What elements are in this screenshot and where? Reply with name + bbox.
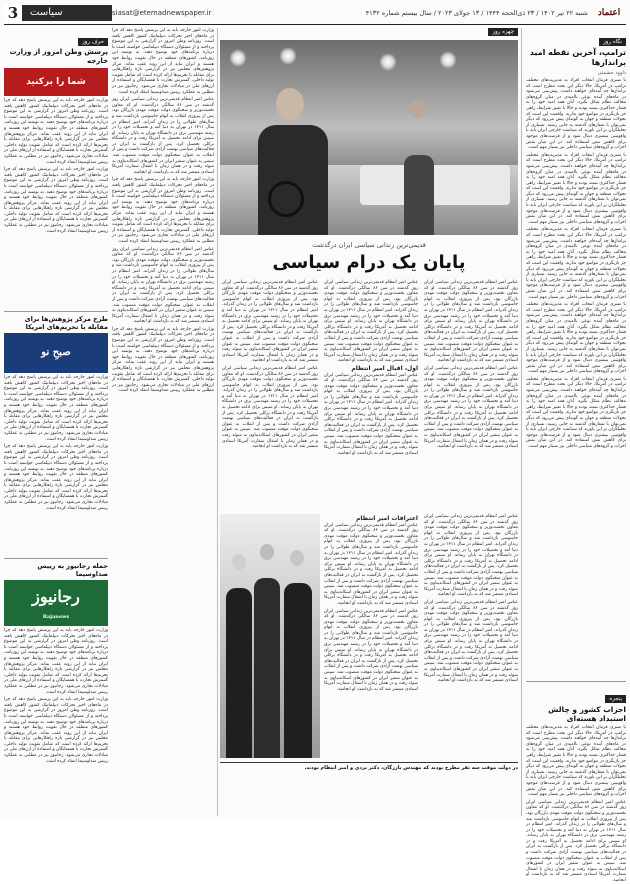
main-photo bbox=[220, 40, 518, 235]
center-subhead-1: اول، اقبال امیر انتظام bbox=[351, 364, 418, 372]
left-headline2[interactable]: طرح مرکز پژوهش‌ها برای مقابله با تحریم‌های امریکا bbox=[24, 315, 108, 331]
right-kicker2: پنجره bbox=[605, 695, 626, 703]
center-headline[interactable]: پایان یک درام سیاسی bbox=[272, 252, 466, 273]
page-number: 3 bbox=[4, 4, 22, 22]
rajanews-ad: رجانیوز Rajanews bbox=[4, 580, 108, 626]
newspaper-logo: اعتماد bbox=[597, 8, 621, 18]
center-column bbox=[220, 28, 518, 816]
historic-photo bbox=[220, 514, 320, 758]
center-subtitle: قدیمی‌ترین زندانی سیاسی ایران درگذشت bbox=[312, 241, 426, 249]
section-email[interactable]: siasat@etemadnewspaper.ir bbox=[112, 9, 212, 17]
center-subhead-2: اعترافات امیر انتظام bbox=[356, 515, 418, 522]
right-body: با تسری فرمان انتخاب افراد به مدیریت‌های مختلف ترامپ در آمریکا، حالا دیگر این بحث مطرح است که برانداز‌ها چه آینده‌ای خواهند داشت. پیش‌بینی می‌شود در ماه‌های آینده نوعی ناامیدی در میان گروه‌های مخالف نظام شکل بگیرد. آنان همه امید خود را به فشار حداکثری بسته بودند و حالا با تغییر شرایط، راهی جز بازنگری در مواضع خود ندارند. واقعیت این است که تحولات منطقه و جهان به گونه‌ای پیش می‌رود که دیگر نمی‌توان با شعارهای گذشته به جایی رسید. بسیاری از تحلیلگران بر این باورند که سیاست خارجی ایران باید با واقع‌بینی بیشتری دنبال شود و از فرصت‌های موجود برای کاهش تنش استفاده کند. در این میان نقش احزاب و گروه‌های سیاسی داخلی نیز بسیار مهم است. با تسری فرمان انتخاب افراد به مدیریت‌های مختلف ترامپ در آمریکا، حالا دیگر این بحث مطرح است که برانداز‌ها چه آینده‌ای خواهند داشت. پیش‌بینی می‌شود در ماه‌های آینده نوعی ناامیدی در میان گروه‌های مخالف نظام شکل بگیرد. آنان همه امید خود را به فشار حداکثری بسته بودند و حالا با تغییر شرایط، راهی جز بازنگری در مواضع خود ندارند. واقعیت این است که تحولات منطقه و جهان به گونه‌ای پیش می‌رود که دیگر نمی‌توان با شعارهای گذشته به جایی رسید. بسیاری از تحلیلگران بر این باورند که سیاست خارجی ایران باید با واقع‌بینی بیشتری دنبال شود و از فرصت‌های موجود برای کاهش تنش استفاده کند. در این میان نقش احزاب و گروه‌های سیاسی داخلی نیز بسیار مهم است. با تسری فرمان انتخاب افراد به مدیریت‌های مختلف ترامپ در آمریکا، حالا دیگر این بحث مطرح است که برانداز‌ها چه آینده‌ای خواهند داشت. پیش‌بینی می‌شود در ماه‌های آینده نوعی ناامیدی در میان گروه‌های مخالف نظام شکل بگیرد. آنان همه امید خود را به فشار حداکثری بسته بودند و حالا با تغییر شرایط، راهی جز بازنگری در مواضع خود ندارند. واقعیت این است که تحولات منطقه و جهان به گونه‌ای پیش می‌رود که دیگر نمی‌توان با شعارهای گذشته به جایی رسید. بسیاری از تحلیلگران بر این باورند که سیاست خارجی ایران باید با واقع‌بینی بیشتری دنبال شود و از فرصت‌های موجود برای کاهش تنش استفاده کند. در این میان نقش احزاب و گروه‌های سیاسی داخلی نیز بسیار مهم است. با تسری فرمان انتخاب افراد به مدیریت‌های مختلف ترامپ در آمریکا، حالا دیگر این بحث مطرح است که برانداز‌ها چه آینده‌ای خواهند داشت. پیش‌بینی می‌شود در ماه‌های آینده نوعی ناامیدی در میان گروه‌های مخالف نظام شکل بگیرد. آنان همه امید خود را به فشار حداکثری بسته بودند و حالا با تغییر شرایط، راهی جز بازنگری در مواضع خود ندارند. واقعیت این است که تحولات منطقه و جهان به گونه‌ای پیش می‌رود که دیگر نمی‌توان با شعارهای گذشته به جایی رسید. بسیاری از تحلیلگران بر این باورند که سیاست خارجی ایران باید با واقع‌بینی بیشتری دنبال شود و از فرصت‌های موجود برای کاهش تنش استفاده کند. در این میان نقش احزاب و گروه‌های سیاسی داخلی نیز بسیار مهم است. با تسری فرمان انتخاب افراد به مدیریت‌های مختلف ترامپ در آمریکا، حالا دیگر این بحث مطرح است که برانداز‌ها چه آینده‌ای خواهند داشت. پیش‌بینی می‌شود در ماه‌های آینده نوعی ناامیدی در میان گروه‌های مخالف نظام شکل بگیرد. آنان همه امید خود را به فشار حداکثری بسته بودند و حالا با تغییر شرایط، راهی جز بازنگری در مواضع خود ندارند. واقعیت این است که تحولات منطقه و جهان به گونه‌ای پیش می‌رود که دیگر نمی‌توان با شعارهای گذشته به جایی رسید. بسیاری از تحلیلگران بر این باورند که سیاست خارجی ایران باید با واقع‌بینی بیشتری دنبال شود و از فرصت‌های موجود برای کاهش تنش استفاده کند. در این میان نقش احزاب و گروه‌های سیاسی داخلی نیز بسیار مهم است. bbox=[526, 78, 626, 449]
center-body-5: اعترافات امیر انتظام عباس امیر انتظام قدیمی‌ترین زندانی سیاسی ایران روز گذشته در سن ۸۶ سالگی درگذشت. او که معاون نخست‌وزیر و سخنگوی دولت موقت مهدی بازرگان بود، پس از پیروزی انقلاب به اتهام جاسوسی بازداشت شد و سال‌های طولانی را در زندان گذراند. امیر انتظام در سال ۱۳۱۱ در تهران به دنیا آمد و تحصیلات خود را در رشته مهندسی برق در دانشگاه تهران به پایان رساند. او سپس برای ادامه تحصیل به آمریکا رفت و در دانشگاه برکلی تحصیل کرد. پس از بازگشت به ایران در فعالیت‌های سیاسی نهضت آزادی شرکت داشت و پس از انقلاب به عنوان سخنگوی دولت موقت منصوب شد. سپس به عنوان سفیر ایران در کشورهای اسکاندیناوی به سوئد رفت و در همان زمان با اشغال سفارت آمریکا اسنادی منتشر شد که به بازداشت او انجامید. عباس امیر انتظام قدیمی‌ترین زندانی سیاسی ایران روز گذشته در سن ۸۶ سالگی درگذشت. او که معاون نخست‌وزیر و سخنگوی دولت موقت مهدی بازرگان بود، پس از پیروزی انقلاب به اتهام جاسوسی بازداشت شد و سال‌های طولانی را در زندان گذراند. امیر انتظام در سال ۱۳۱۱ در تهران به دنیا آمد و تحصیلات خود را در رشته مهندسی برق در دانشگاه تهران به پایان رساند. او سپس برای ادامه تحصیل به آمریکا رفت و در دانشگاه برکلی تحصیل کرد. پس از بازگشت به ایران در فعالیت‌های سیاسی نهضت آزادی شرکت داشت و پس از انقلاب به عنوان سخنگوی دولت موقت منصوب شد. سپس به عنوان سفیر ایران در کشورهای اسکاندیناوی به سوئد رفت و در همان زمان با اشغال سفارت آمریکا اسنادی منتشر شد که به بازداشت او انجامید. bbox=[324, 515, 418, 692]
right-headline2[interactable]: احزاب کشور و چالش استبداد هسته‌ای bbox=[548, 705, 626, 723]
header-rule bbox=[4, 24, 626, 25]
left-kicker: حرف روز bbox=[78, 38, 108, 46]
left-headline3[interactable]: حمله رجانیوز به رییس صداوسیما bbox=[37, 562, 108, 578]
center-body-4: عباس امیر انتظام قدیمی‌ترین زندانی سیاسی ایران روز گذشته در سن ۸۶ سالگی درگذشت. او که معاون نخست‌وزیر و سخنگوی دولت موقت مهدی بازرگان بود، پس از پیروزی انقلاب به اتهام جاسوسی بازداشت شد و سال‌های طولانی را در زندان گذراند. امیر انتظام در سال ۱۳۱۱ در تهران به دنیا آمد و تحصیلات خود را در رشته مهندسی برق در دانشگاه تهران به پایان رساند. او سپس برای ادامه تحصیل به آمریکا رفت و در دانشگاه برکلی تحصیل کرد. پس از بازگشت به ایران در فعالیت‌های سیاسی نهضت آزادی شرکت داشت و پس از انقلاب به عنوان سخنگوی دولت موقت منصوب شد. سپس به عنوان سفیر ایران در کشورهای اسکاندیناوی به سوئد رفت و در همان زمان با اشغال سفارت آمریکا اسنادی منتشر شد که به بازداشت او انجامید. عباس امیر انتظام قدیمی‌ترین زندانی سیاسی ایران روز گذشته در سن ۸۶ سالگی درگذشت. او که معاون نخست‌وزیر و سخنگوی دولت موقت مهدی بازرگان بود، پس از پیروزی انقلاب به اتهام جاسوسی بازداشت شد و سال‌های طولانی را در زندان گذراند. امیر انتظام در سال ۱۳۱۱ در تهران به دنیا آمد و تحصیلات خود را در رشته مهندسی برق در دانشگاه تهران به پایان رساند. او سپس برای ادامه تحصیل به آمریکا رفت و در دانشگاه برکلی تحصیل کرد. پس از بازگشت به ایران در فعالیت‌های سیاسی نهضت آزادی شرکت داشت و پس از انقلاب به عنوان سخنگوی دولت موقت منصوب شد. سپس به عنوان سفیر ایران در کشورهای اسکاندیناوی به سوئد رفت و در همان زمان با اشغال سفارت آمریکا اسنادی منتشر شد که به بازداشت او انجامید. bbox=[424, 514, 518, 684]
center-kicker: چهره روز bbox=[488, 28, 518, 36]
photo-caption: در دولت موقت سه نفر مطرح بودند که مهندس بازرگان، دکتر یزدی و امیر انتظام بودند. bbox=[220, 762, 518, 812]
page-header bbox=[4, 4, 626, 22]
center-body-3: عباس امیر انتظام قدیمی‌ترین زندانی سیاسی ایران روز گذشته در سن ۸۶ سالگی درگذشت. او که معاون نخست‌وزیر و سخنگوی دولت موقت مهدی بازرگان بود، پس از پیروزی انقلاب به اتهام جاسوسی بازداشت شد و سال‌های طولانی را در زندان گذراند. امیر انتظام در سال ۱۳۱۱ در تهران به دنیا آمد و تحصیلات خود را در رشته مهندسی برق در دانشگاه تهران به پایان رساند. او سپس برای ادامه تحصیل به آمریکا رفت و در دانشگاه برکلی تحصیل کرد. پس از بازگشت به ایران در فعالیت‌های سیاسی نهضت آزادی شرکت داشت و پس از انقلاب به عنوان سخنگوی دولت موقت منصوب شد. سپس به عنوان سفیر ایران در کشورهای اسکاندیناوی به سوئد رفت و در همان زمان با اشغال سفارت آمریکا اسنادی منتشر شد که به بازداشت او انجامید. عباس امیر انتظام قدیمی‌ترین زندانی سیاسی ایران روز گذشته در سن ۸۶ سالگی درگذشت. او که معاون نخست‌وزیر و سخنگوی دولت موقت مهدی بازرگان بود، پس از پیروزی انقلاب به اتهام جاسوسی بازداشت شد و سال‌های طولانی را در زندان گذراند. امیر انتظام در سال ۱۳۱۱ در تهران به دنیا آمد و تحصیلات خود را در رشته مهندسی برق در دانشگاه تهران به پایان رساند. او سپس برای ادامه تحصیل به آمریکا رفت و در دانشگاه برکلی تحصیل کرد. پس از بازگشت به ایران در فعالیت‌های سیاسی نهضت آزادی شرکت داشت و پس از انقلاب به عنوان سخنگوی دولت موقت منصوب شد. سپس به عنوان سفیر ایران در کشورهای اسکاندیناوی به سوئد رفت و در همان زمان با اشغال سفارت آمریکا اسنادی منتشر شد که به بازداشت او انجامید. bbox=[222, 280, 319, 450]
left-column: حرف روز پرسش وطن امروز از وزارت خارجه شما را برکنید وزارت امور خارجه باید به این پرسش پاسخ دهد که چرا در ماه‌های اخیر تحرکات دیپلماتیک کشور کاهش یافته است. روزنامه وطن امروز در گزارشی به این موضوع پرداخته و از مسئولان دستگاه دیپلماسی خواسته است تا درباره برنامه‌های خود توضیح دهند. به نوشته این روزنامه، کشورهای منطقه در حال تقویت روابط خود هستند و ایران نباید از این روند عقب بماند. مرکز پژوهش‌های مجلس نیز در گزارشی تازه راهکارهایی برای مقابله با تحریم‌ها ارائه کرده است که شامل تقویت تولید داخلی، گسترش تجارت با همسایگان و استفاده از ارزهای ملی در مبادلات تجاری می‌شود. رجانیوز نیز در مطلبی به عملکرد رییس صداوسیما انتقاد کرده است. وزارت امور خارجه باید به این پرسش پاسخ دهد که چرا در ماه‌های اخیر تحرکات دیپلماتیک کشور کاهش یافته است. روزنامه وطن امروز در گزارشی به این موضوع پرداخته و از مسئولان دستگاه دیپلماسی خواسته است تا درباره برنامه‌های خود توضیح دهند. به نوشته این روزنامه، کشورهای منطقه در حال تقویت روابط خود هستند و ایران نباید از این روند عقب بماند. مرکز پژوهش‌های مجلس نیز در گزارشی تازه راهکارهایی برای مقابله با تحریم‌ها ارائه کرده است که شامل تقویت تولید داخلی، گسترش تجارت با همسایگان و استفاده از ارزهای ملی در مبادلات تجاری می‌شود. رجانیوز نیز در مطلبی به عملکرد رییس صداوسیما انتقاد کرده است. طرح مرکز پژوهش‌ها برای مقابله با تحریم‌های امریکا صبحِ نو وزارت امور خارجه باید به این پرسش پاسخ دهد که چرا در ماه‌های اخیر تحرکات دیپلماتیک کشور کاهش یافته است. روزنامه وطن امروز در گزارشی به این موضوع پرداخته و از مسئولان دستگاه دیپلماسی خواسته است تا درباره برنامه‌های خود توضیح دهند. به نوشته این روزنامه، کشورهای منطقه در حال تقویت روابط خود هستند و ایران نباید از این روند عقب بماند. مرکز پژوهش‌های مجلس نیز در گزارشی تازه راهکارهایی برای مقابله با تحریم‌ها ارائه کرده است که شامل تقویت تولید داخلی، گسترش تجارت با همسایگان و استفاده از ارزهای ملی در مبادلات تجاری می‌شود. رجانیوز نیز در مطلبی به عملکرد رییس صداوسیما انتقاد کرده است. وزارت امور خارجه باید به این پرسش پاسخ دهد که چرا در ماه‌های اخیر تحرکات دیپلماتیک کشور کاهش یافته است. روزنامه وطن امروز در گزارشی به این موضوع پرداخته و از مسئولان دستگاه دیپلماسی خواسته است تا درباره برنامه‌های خود توضیح دهند. به نوشته این روزنامه، کشورهای منطقه در حال تقویت روابط خود هستند و ایران نباید از این روند عقب بماند. مرکز پژوهش‌های مجلس نیز در گزارشی تازه راهکارهایی برای مقابله با تحریم‌ها ارائه کرده است که شامل تقویت تولید داخلی، گسترش تجارت با همسایگان و استفاده از ارزهای ملی در مبادلات تجاری می‌شود. رجانیوز نیز در مطلبی به عملکرد رییس صداوسیما انتقاد کرده است. حمله رجانیوز به رییس صداوسیما رجانیوز Rajanews وزارت امور خارجه باید به این پرسش پاسخ دهد که چرا در ماه‌های اخیر تحرکات دیپلماتیک کشور کاهش یافته است. روزنامه وطن امروز در گزارشی به این موضوع پرداخته و از مسئولان دستگاه دیپلماسی خواسته است تا درباره برنامه‌های خود توضیح دهند. به نوشته این روزنامه، کشورهای منطقه در حال تقویت روابط خود هستند و ایران نباید از این روند عقب بماند. مرکز پژوهش‌های مجلس نیز در گزارشی تازه راهکارهایی برای مقابله با تحریم‌ها ارائه کرده است که شامل تقویت تولید داخلی، گسترش تجارت با همسایگان و استفاده از ارزهای ملی در مبادلات تجاری می‌شود. رجانیوز نیز در مطلبی به عملکرد رییس صداوسیما انتقاد کرده است. وزارت امور خارجه باید به این پرسش پاسخ دهد که چرا در ماه‌های اخیر تحرکات دیپلماتیک کشور کاهش یافته است. روزنامه وطن امروز در گزارشی به این موضوع پرداخته و از مسئولان دستگاه دیپلماسی خواسته است تا درباره برنامه‌های خود توضیح دهند. به نوشته این روزنامه، کشورهای منطقه در حال تقویت روابط خود هستند و ایران نباید از این روند عقب بماند. مرکز پژوهش‌های مجلس نیز در گزارشی تازه راهکارهایی برای مقابله با تحریم‌ها ارائه کرده است که شامل تقویت تولید داخلی، گسترش تجارت با همسایگان و استفاده از ارزهای ملی در مبادلات تجاری می‌شود. رجانیوز نیز در مطلبی به عملکرد رییس صداوسیما انتقاد کرده است. bbox=[4, 39, 108, 764]
vatan-emrooz-ad: شما را برکنید bbox=[4, 68, 108, 96]
left-inner-column: وزارت امور خارجه باید به این پرسش پاسخ دهد که چرا در ماه‌های اخیر تحرکات دیپلماتیک کشور کاهش یافته است. روزنامه وطن امروز در گزارشی به این موضوع پرداخته و از مسئولان دستگاه دیپلماسی خواسته است تا درباره برنامه‌های خود توضیح دهند. به نوشته این روزنامه، کشورهای منطقه در حال تقویت روابط خود هستند و ایران نباید از این روند عقب بماند. مرکز پژوهش‌های مجلس نیز در گزارشی تازه راهکارهایی برای مقابله با تحریم‌ها ارائه کرده است که شامل تقویت تولید داخلی، گسترش تجارت با همسایگان و استفاده از ارزهای ملی در مبادلات تجاری می‌شود. رجانیوز نیز در مطلبی به عملکرد رییس صداوسیما انتقاد کرده است. عباس امیر انتظام قدیمی‌ترین زندانی سیاسی ایران روز گذشته در سن ۸۶ سالگی درگذشت. او که معاون نخست‌وزیر و سخنگوی دولت موقت مهدی بازرگان بود، پس از پیروزی انقلاب به اتهام جاسوسی بازداشت شد و سال‌های طولانی را در زندان گذراند. امیر انتظام در سال ۱۳۱۱ در تهران به دنیا آمد و تحصیلات خود را در رشته مهندسی برق در دانشگاه تهران به پایان رساند. او سپس برای ادامه تحصیل به آمریکا رفت و در دانشگاه برکلی تحصیل کرد. پس از بازگشت به ایران در فعالیت‌های سیاسی نهضت آزادی شرکت داشت و پس از انقلاب به عنوان سخنگوی دولت موقت منصوب شد. سپس به عنوان سفیر ایران در کشورهای اسکاندیناوی به سوئد رفت و در همان زمان با اشغال سفارت آمریکا اسنادی منتشر شد که به بازداشت او انجامید. وزارت امور خارجه باید به این پرسش پاسخ دهد که چرا در ماه‌های اخیر تحرکات دیپلماتیک کشور کاهش یافته است. روزنامه وطن امروز در گزارشی به این موضوع پرداخته و از مسئولان دستگاه دیپلماسی خواسته است تا درباره برنامه‌های خود توضیح دهند. به نوشته این روزنامه، کشورهای منطقه در حال تقویت روابط خود هستند و ایران نباید از این روند عقب بماند. مرکز پژوهش‌های مجلس نیز در گزارشی تازه راهکارهایی برای مقابله با تحریم‌ها ارائه کرده است که شامل تقویت تولید داخلی، گسترش تجارت با همسایگان و استفاده از ارزهای ملی در مبادلات تجاری می‌شود. رجانیوز نیز در مطلبی به عملکرد رییس صداوسیما انتقاد کرده است. عباس امیر انتظام قدیمی‌ترین زندانی سیاسی ایران روز گذشته در سن ۸۶ سالگی درگذشت. او که معاون نخست‌وزیر و سخنگوی دولت موقت مهدی بازرگان بود، پس از پیروزی انقلاب به اتهام جاسوسی بازداشت شد و سال‌های طولانی را در زندان گذراند. امیر انتظام در سال ۱۳۱۱ در تهران به دنیا آمد و تحصیلات خود را در رشته مهندسی برق در دانشگاه تهران به پایان رساند. او سپس برای ادامه تحصیل به آمریکا رفت و در دانشگاه برکلی تحصیل کرد. پس از بازگشت به ایران در فعالیت‌های سیاسی نهضت آزادی شرکت داشت و پس از انقلاب به عنوان سخنگوی دولت موقت منصوب شد. سپس به عنوان سفیر ایران در کشورهای اسکاندیناوی به سوئد رفت و در همان زمان با اشغال سفارت آمریکا اسنادی منتشر شد که به بازداشت او انجامید. وزارت امور خارجه باید به این پرسش پاسخ دهد که چرا در ماه‌های اخیر تحرکات دیپلماتیک کشور کاهش یافته است. روزنامه وطن امروز در گزارشی به این موضوع پرداخته و از مسئولان دستگاه دیپلماسی خواسته است تا درباره برنامه‌های خود توضیح دهند. به نوشته این روزنامه، کشورهای منطقه در حال تقویت روابط خود هستند و ایران نباید از این روند عقب بماند. مرکز پژوهش‌های مجلس نیز در گزارشی تازه راهکارهایی برای مقابله با تحریم‌ها ارائه کرده است که شامل تقویت تولید داخلی، گسترش تجارت با همسایگان و استفاده از ارزهای ملی در مبادلات تجاری می‌شود. رجانیوز نیز در مطلبی به عملکرد رییس صداوسیما انتقاد کرده است. bbox=[112, 28, 214, 394]
sobhe-no-ad: صبحِ نو bbox=[4, 333, 108, 373]
right-kicker: نگاه روز bbox=[599, 38, 626, 46]
right-column bbox=[526, 28, 627, 884]
center-body-1: عباس امیر انتظام قدیمی‌ترین زندانی سیاسی ایران روز گذشته در سن ۸۶ سالگی درگذشت. او که معاون نخست‌وزیر و سخنگوی دولت موقت مهدی بازرگان بود، پس از پیروزی انقلاب به اتهام جاسوسی بازداشت شد و سال‌های طولانی را در زندان گذراند. امیر انتظام در سال ۱۳۱۱ در تهران به دنیا آمد و تحصیلات خود را در رشته مهندسی برق در دانشگاه تهران به پایان رساند. او سپس برای ادامه تحصیل به آمریکا رفت و در دانشگاه برکلی تحصیل کرد. پس از بازگشت به ایران در فعالیت‌های سیاسی نهضت آزادی شرکت داشت و پس از انقلاب به عنوان سخنگوی دولت موقت منصوب شد. سپس به عنوان سفیر ایران در کشورهای اسکاندیناوی به سوئد رفت و در همان زمان با اشغال سفارت آمریکا اسنادی منتشر شد که به بازداشت او انجامید. عباس امیر انتظام قدیمی‌ترین زندانی سیاسی ایران روز گذشته در سن ۸۶ سالگی درگذشت. او که معاون نخست‌وزیر و سخنگوی دولت موقت مهدی بازرگان بود، پس از پیروزی انقلاب به اتهام جاسوسی بازداشت شد و سال‌های طولانی را در زندان گذراند. امیر انتظام در سال ۱۳۱۱ در تهران به دنیا آمد و تحصیلات خود را در رشته مهندسی برق در دانشگاه تهران به پایان رساند. او سپس برای ادامه تحصیل به آمریکا رفت و در دانشگاه برکلی تحصیل کرد. پس از بازگشت به ایران در فعالیت‌های سیاسی نهضت آزادی شرکت داشت و پس از انقلاب به عنوان سخنگوی دولت موقت منصوب شد. سپس به عنوان سفیر ایران در کشورهای اسکاندیناوی به سوئد رفت و در همان زمان با اشغال سفارت آمریکا اسنادی منتشر شد که به بازداشت او انجامید. bbox=[424, 280, 518, 450]
section-title: سیاست bbox=[22, 5, 112, 21]
left-headline[interactable]: پرسش وطن امروز از وزارت خارجه bbox=[9, 48, 108, 65]
right-headline[interactable]: ترامپ، آخرین نقطه امید برانداز‌ها bbox=[529, 48, 626, 67]
center-body-2: عباس امیر انتظام قدیمی‌ترین زندانی سیاسی ایران روز گذشته در سن ۸۶ سالگی درگذشت. او که معاون نخست‌وزیر و سخنگوی دولت موقت مهدی بازرگان بود، پس از پیروزی انقلاب به اتهام جاسوسی بازداشت شد و سال‌های طولانی را در زندان گذراند. امیر انتظام در سال ۱۳۱۱ در تهران به دنیا آمد و تحصیلات خود را در رشته مهندسی برق در دانشگاه تهران به پایان رساند. او سپس برای ادامه تحصیل به آمریکا رفت و در دانشگاه برکلی تحصیل کرد. پس از بازگشت به ایران در فعالیت‌های سیاسی نهضت آزادی شرکت داشت و پس از انقلاب به عنوان سخنگوی دولت موقت منصوب شد. سپس به عنوان سفیر ایران در کشورهای اسکاندیناوی به سوئد رفت و در همان زمان با اشغال سفارت آمریکا اسنادی منتشر شد که به بازداشت او انجامید. اول، اقبال امیر انتظام عباس امیر انتظام قدیمی‌ترین زندانی سیاسی ایران روز گذشته در سن ۸۶ سالگی درگذشت. او که معاون نخست‌وزیر و سخنگوی دولت موقت مهدی بازرگان بود، پس از پیروزی انقلاب به اتهام جاسوسی بازداشت شد و سال‌های طولانی را در زندان گذراند. امیر انتظام در سال ۱۳۱۱ در تهران به دنیا آمد و تحصیلات خود را در رشته مهندسی برق در دانشگاه تهران به پایان رساند. او سپس برای ادامه تحصیل به آمریکا رفت و در دانشگاه برکلی تحصیل کرد. پس از بازگشت به ایران در فعالیت‌های سیاسی نهضت آزادی شرکت داشت و پس از انقلاب به عنوان سخنگوی دولت موقت منصوب شد. سپس به عنوان سفیر ایران در کشورهای اسکاندیناوی به سوئد رفت و در همان زمان با اشغال سفارت آمریکا اسنادی منتشر شد که به بازداشت او انجامید. bbox=[324, 280, 418, 456]
right-body2: با تسری فرمان انتخاب افراد به مدیریت‌های مختلف ترامپ در آمریکا، حالا دیگر این بحث مطرح است که برانداز‌ها چه آینده‌ای خواهند داشت. پیش‌بینی می‌شود در ماه‌های آینده نوعی ناامیدی در میان گروه‌های مخالف نظام شکل بگیرد. آنان همه امید خود را به فشار حداکثری بسته بودند و حالا با تغییر شرایط، راهی جز بازنگری در مواضع خود ندارند. واقعیت این است که تحولات منطقه و جهان به گونه‌ای پیش می‌رود که دیگر نمی‌توان با شعارهای گذشته به جایی رسید. بسیاری از تحلیلگران بر این باورند که سیاست خارجی ایران باید با واقع‌بینی بیشتری دنبال شود و از فرصت‌های موجود برای کاهش تنش استفاده کند. در این میان نقش احزاب و گروه‌های سیاسی داخلی نیز بسیار مهم است. عباس امیر انتظام قدیمی‌ترین زندانی سیاسی ایران روز گذشته در سن ۸۶ سالگی درگذشت. او که معاون نخست‌وزیر و سخنگوی دولت موقت مهدی بازرگان بود، پس از پیروزی انقلاب به اتهام جاسوسی بازداشت شد و سال‌های طولانی را در زندان گذراند. امیر انتظام در سال ۱۳۱۱ در تهران به دنیا آمد و تحصیلات خود را در رشته مهندسی برق در دانشگاه تهران به پایان رساند. او سپس برای ادامه تحصیل به آمریکا رفت و در دانشگاه برکلی تحصیل کرد. پس از بازگشت به ایران در فعالیت‌های سیاسی نهضت آزادی شرکت داشت و پس از انقلاب به عنوان سخنگوی دولت موقت منصوب شد. سپس به عنوان سفیر ایران در کشورهای اسکاندیناوی به سوئد رفت و در همان زمان با اشغال سفارت آمریکا اسنادی منتشر شد که به بازداشت او انجامید. bbox=[526, 725, 627, 884]
dateline: شنبه ۲۲ تیر ۱۴۰۲ / ۲۳ ذی‌الحجه ۱۴۴۴ / ۱۳ جولای ۲۰۲۳ / سال بیستم شماره ۴۱۳۲ bbox=[365, 9, 588, 17]
right-author: داوود حشمتی bbox=[597, 70, 626, 76]
